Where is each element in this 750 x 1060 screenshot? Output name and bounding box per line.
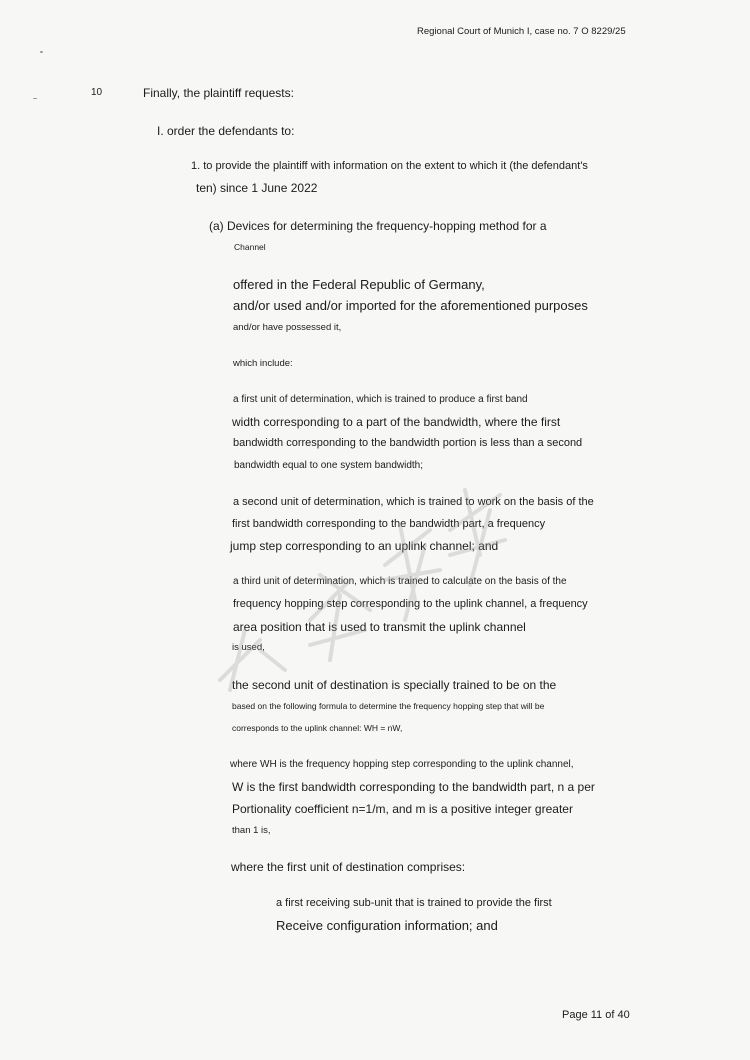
third-unit-line-2: frequency hopping step corresponding to the uplink channel, a frequency [233, 598, 588, 610]
second-unit-line-3: jump step corresponding to an uplink channel; and [230, 539, 499, 553]
item-1-line-2: ten) since 1 June 2022 [196, 181, 318, 195]
formula-intro-line-1: the second unit of destination is specially trained to be on the [232, 678, 557, 692]
third-unit-line-1: a third unit of determination, which is trained to calculate on the basis of the [233, 576, 567, 587]
formula-intro-line-2: based on the following formula to determine the frequency hopping step that will be [232, 701, 545, 711]
third-unit-line-3: area position that is used to transmit the uplink channel [233, 620, 526, 634]
second-unit-line-2: first bandwidth corresponding to the bandwidth part, a frequency [232, 518, 546, 530]
scan-speck [33, 98, 37, 99]
subunit-line-2: Receive configuration information; and [276, 918, 498, 933]
item-a-line-2: Channel [234, 242, 266, 252]
first-unit-line-1: a first unit of determination, which is trained to produce a first band [233, 394, 528, 405]
third-unit-line-4: is used, [232, 642, 265, 653]
item-a-line-1: (a) Devices for determining the frequency-hopping method for a [209, 219, 547, 233]
definition-line-2: W is the first bandwidth corresponding to the bandwidth part, n a per [232, 780, 595, 794]
first-unit-line-4: bandwidth equal to one system bandwidth; [234, 460, 424, 471]
which-include-line: which include: [233, 358, 293, 369]
definition-line-3: Portionality coefficient n=1/m, and m is a positive integer greater [232, 802, 573, 816]
page-number: Page 11 of 40 [562, 1009, 630, 1021]
possessed-line: and/or have possessed it, [233, 322, 342, 333]
definition-line-4: than 1 is, [232, 825, 271, 836]
comprises-line: where the first unit of destination comprises: [231, 860, 466, 874]
item-1-line-1: 1. to provide the plaintiff with information on the extent to which it (the defendant's [191, 160, 588, 172]
scan-speck [40, 51, 43, 53]
first-unit-line-3: bandwidth corresponding to the bandwidth portion is less than a second [233, 437, 583, 449]
intro-line: Finally, the plaintiff requests: [143, 86, 294, 100]
case-reference-header: Regional Court of Munich I, case no. 7 O 8229/25 [417, 26, 626, 37]
order-heading: I. order the defendants to: [157, 124, 295, 138]
first-unit-line-2: width corresponding to a part of the bandwidth, where the first [232, 415, 561, 429]
margin-number: 10 [91, 87, 103, 98]
definition-line-1: where WH is the frequency hopping step corresponding to the uplink channel, [230, 759, 574, 770]
offered-line: offered in the Federal Republic of Germany, [233, 277, 485, 292]
formula-line: corresponds to the uplink channel: WH = nW, [232, 723, 403, 733]
second-unit-line-1: a second unit of determination, which is trained to work on the basis of the [233, 496, 594, 508]
subunit-line-1: a first receiving sub-unit that is trained to provide the first [276, 897, 552, 909]
used-imported-line: and/or used and/or imported for the aforementioned purposes [233, 298, 588, 313]
